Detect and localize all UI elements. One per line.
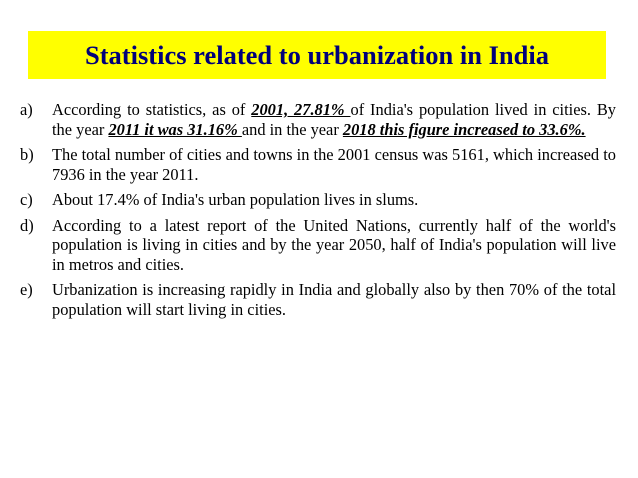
list-marker: b) bbox=[20, 145, 34, 164]
list-item-text: According to a latest report of the United Nations, currently half of the world's population is living in cities and by the year 2050, half of India's population will live in metros and cities. bbox=[52, 215, 616, 274]
list-item bbox=[20, 216, 616, 275]
list-item bbox=[20, 100, 616, 139]
highlighted-figure-2018: 2018 this figure increased to 33.6%. bbox=[342, 119, 586, 139]
list-marker: e) bbox=[20, 280, 33, 299]
text-segment: and in the year bbox=[241, 119, 343, 139]
list-item-text: The total number of cities and towns in the 2001 census was 5161, which increased to 7936 in the year 2011. bbox=[52, 145, 616, 184]
list-marker: c) bbox=[20, 190, 33, 209]
title-banner bbox=[28, 31, 606, 79]
list-item-text bbox=[52, 100, 616, 139]
list-marker: a) bbox=[20, 100, 33, 119]
list-marker: d) bbox=[20, 215, 34, 235]
statistics-list bbox=[20, 100, 616, 325]
list-item-text: About 17.4% of India's urban population lives in slums. bbox=[52, 190, 419, 209]
text-segment: According to statistics, as of bbox=[52, 100, 252, 119]
highlighted-figure-2011: 2011 it was 31.16% bbox=[108, 119, 242, 139]
page-title: Statistics related to urbanization in India bbox=[84, 39, 550, 70]
text-segment: of India's population lived in cities. By the year bbox=[52, 100, 616, 139]
list-item-text: Urbanization is increasing rapidly in India and globally also by then 70% of the total population will start living in cities. bbox=[52, 280, 616, 319]
highlighted-figure-2001: 2001, 27.81% bbox=[251, 100, 351, 119]
list-item bbox=[20, 145, 616, 184]
list-item bbox=[20, 190, 616, 210]
list-item bbox=[20, 280, 616, 319]
